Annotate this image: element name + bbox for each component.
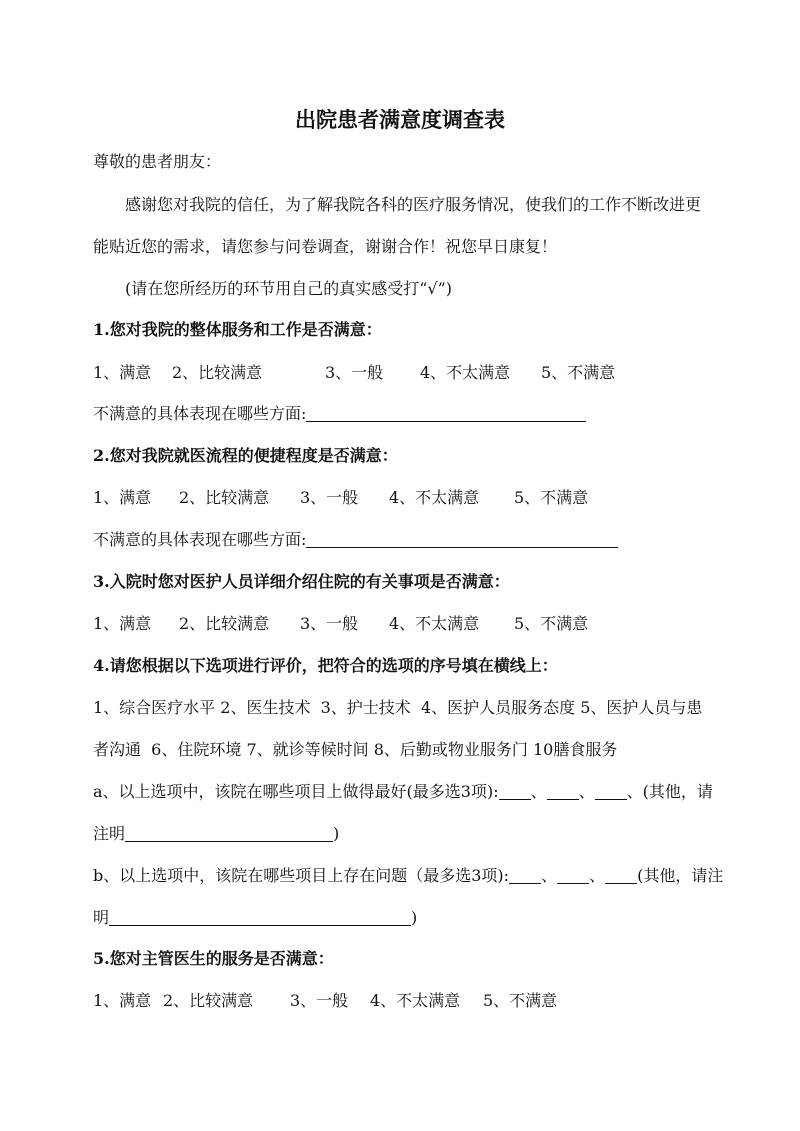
document-title: 出院患者满意度调查表 [295,107,505,132]
answer-blank [125,825,333,842]
question-4b-line-2 [93,906,417,930]
question-4a-line-1 [93,780,713,804]
option-average: 3、一般 [290,991,349,1010]
instruction: (请在您所经历的环节用自己的真实感受打“√”) [125,279,453,298]
answer-blank [595,783,627,800]
answer-blank [557,867,589,884]
separator: 、 [541,866,558,885]
separator: 、 [578,782,595,801]
option-unsatisfied: 5、不满意 [514,614,589,633]
question-4a-line-2 [93,822,339,846]
question-2-title: 2.您对我院就医流程的便捷程度是否满意： [93,446,398,465]
question-2-followup [93,528,618,552]
option-unsatisfied: 5、不满意 [514,488,589,507]
question-4b-line-1 [93,864,723,888]
question-1-followup [93,402,586,426]
option-fairly-satisfied: 2、比较满意 [163,991,254,1010]
option-satisfied: 1、满意 [93,488,152,507]
answer-blank [499,783,531,800]
separator: 、 [530,782,547,801]
question-4b-other: (其他，请注 [637,866,724,885]
question-3-options [93,612,733,636]
option-satisfied: 1、满意 [93,614,152,633]
question-4-title: 4.请您根据以下选项进行评价，把符合的选项的序号填在横线上： [93,656,558,675]
option-not-very-satisfied: 4、不太满意 [389,614,480,633]
option-unsatisfied: 5、不满意 [483,991,558,1010]
question-4-items-line-1: 1、综合医疗水平 2、医生技术 3、护士技术 4、医护人员服务态度 5、医护人员与患 [93,698,703,717]
option-average: 3、一般 [325,363,384,382]
greeting: 尊敬的患者朋友： [93,152,222,171]
intro-line-2: 能贴近您的需求，请您参与问卷调查，谢谢合作！祝您早日康复！ [93,237,558,256]
answer-blank [306,531,618,548]
option-fairly-satisfied: 2、比较满意 [179,488,270,507]
option-fairly-satisfied: 2、比较满意 [179,614,270,633]
closing-paren: ) [411,908,418,927]
option-not-very-satisfied: 4、不太满意 [389,488,480,507]
question-1-options [93,361,733,385]
answer-blank [605,867,637,884]
separator: 、 [589,866,606,885]
answer-blank [509,867,541,884]
question-4a-prompt: a、以上选项中，该院在哪些项目上做得最好(最多选3项): [93,782,499,801]
answer-blank [306,405,586,422]
option-average: 3、一般 [300,488,359,507]
question-4-items-line-2: 者沟通 6、住院环境 7、就诊等候时间 8、后勤或物业服务门 10膳食服务 [93,740,618,759]
question-5-options [93,989,733,1013]
question-4b-prompt: b、以上选项中，该院在哪些项目上存在问题（最多选3项): [93,866,510,885]
question-2-options [93,486,733,510]
closing-paren: ) [333,824,340,843]
answer-blank [547,783,579,800]
other-note-label: 明 [93,908,110,927]
followup-label: 不满意的具体表现在哪些方面: [93,404,307,423]
option-fairly-satisfied: 2、比较满意 [172,363,263,382]
question-5-title: 5.您对主管医生的服务是否满意： [93,949,334,968]
question-3-title: 3.入院时您对医护人员详细介绍住院的有关事项是否满意： [93,572,510,591]
option-not-very-satisfied: 4、不太满意 [420,363,511,382]
question-4a-other: 、(其他，请 [626,782,713,801]
option-average: 3、一般 [300,614,359,633]
option-satisfied: 1、满意 [93,363,152,382]
followup-label: 不满意的具体表现在哪些方面: [93,530,307,549]
intro-line-1: 感谢您对我院的信任，为了解我院各科的医疗服务情况，使我们的工作不断改进更 [125,195,702,214]
question-1-title: 1.您对我院的整体服务和工作是否满意： [93,320,382,339]
option-unsatisfied: 5、不满意 [541,363,616,382]
other-note-label: 注明 [93,824,126,843]
answer-blank [109,909,411,926]
option-satisfied: 1、满意 [93,991,152,1010]
option-not-very-satisfied: 4、不太满意 [370,991,461,1010]
